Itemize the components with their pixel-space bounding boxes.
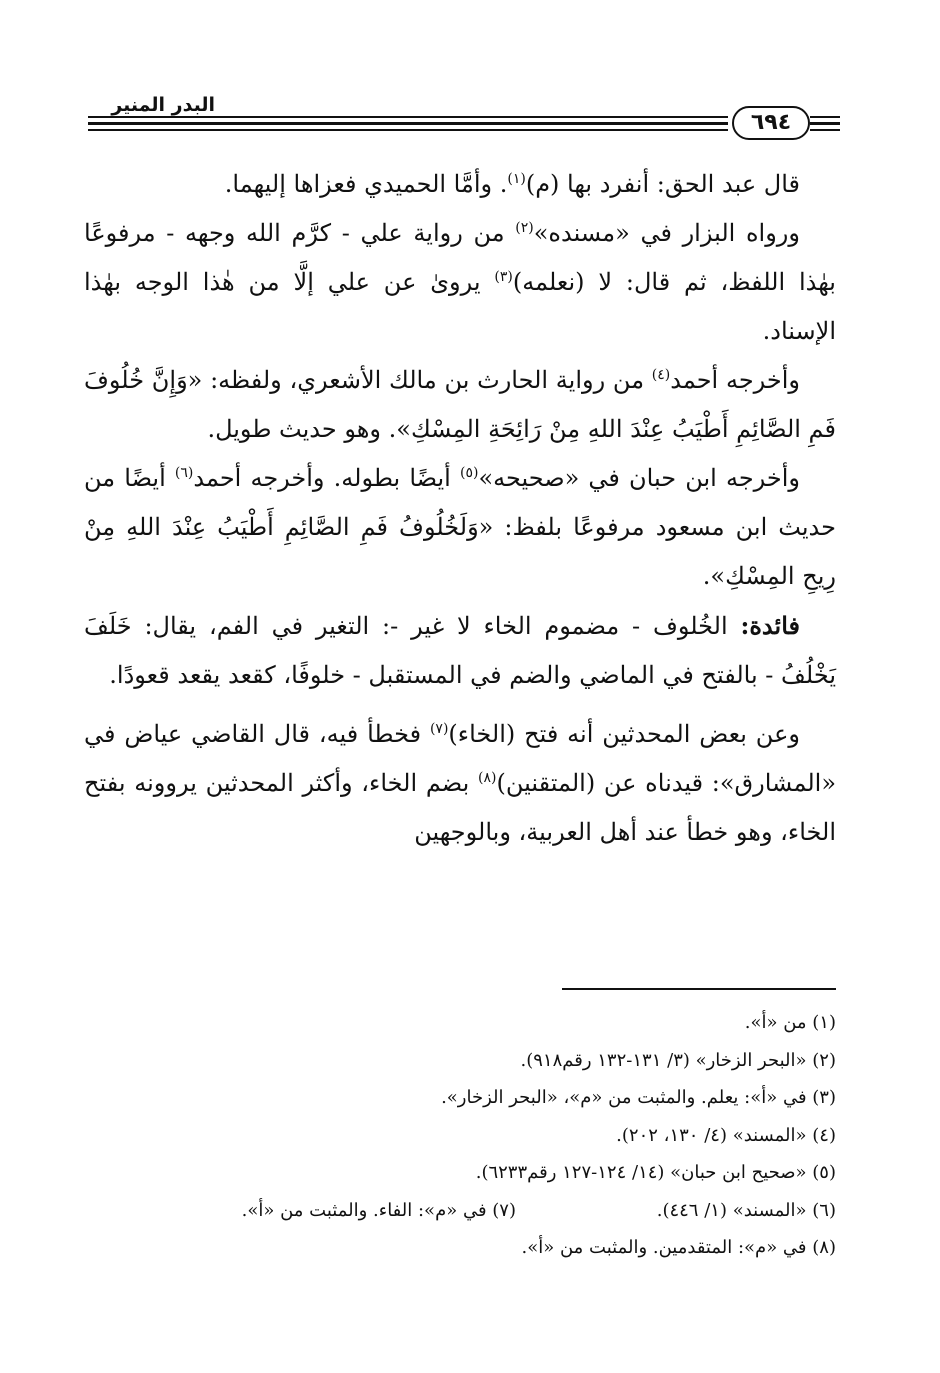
footnote-ref: (٣) [494,269,513,285]
footnote-row [84,1192,836,1230]
footnote: (٨) في «م»: المتقدمين. والمثبت من «أ». [521,1237,836,1258]
paragraph: وأخرجه أحمد$^{(٤)}$ من رواية الحارث بن مالك الأشعري، ولفظه: «وَإِنَّ خُلُوفَ فَمِ الصَّائِمِ أَطْيَبُ عِنْدَ اللهِ مِنْ رَائِحَةِ المِسْكِ». وهو حديث طويل. [84,366,836,443]
header-rule [88,122,728,125]
paragraph: فائدة: الخُلوف - مضموم الخاء لا غير -: التغير في الفم، يقال: خَلَفَ يَخْلُفُ - بالفتح في الماضي والضم في المستقبل - خلوفًا، كقعد يقعد قعودًا. [84,611,836,689]
footnote: (٢) «البحر الزخار» (٣/ ١٣١-١٣٢ رقم٩١٨). [520,1049,836,1071]
header-rule [88,116,728,118]
footnote: (١) من «أ». [744,1012,836,1033]
footnote-ref: (٦) [174,465,194,481]
footnote-ref: (٤) [651,367,671,383]
main-text [84,160,836,857]
footnote: (٤) «المسند» (٤/ ١٣٠، ٢٠٢). [616,1124,836,1146]
footnotes [84,1004,836,1267]
paragraph: وأخرجه ابن حبان في «صحيحه»$^{(٥)}$ أيضًا بطوله. وأخرجه أحمد$^{(٦)}$ أيضًا من حديث ابن مسعود مرفوعًا بلفظ: «وَلَخُلُوفُ فَمِ الصَّائِمِ أَطْيَبُ عِنْدَ اللهِ مِنْ رِيحِ المِسْكِ». [84,464,836,590]
footnote: (٦) «المسند» (١/ ٤٤٦). [656,1199,836,1221]
paragraph: ورواه البزار في «مسنده»$^{(٢)}$ من رواية علي - كرَّم الله وجهه - مرفوعًا بهٰذا اللفظ، ثم قال: لا (نعلمه)$^{(٣)}$ يروىٰ عن علي إلَّا من هٰذا الوجه بهٰذا الإسناد. [84,219,836,345]
paragraph: قال عبد الحق: أنفرد بها (م)$^{(١)}$. وأمَّا الحميدي فعزاها إليهما. [224,170,800,198]
footnote: (٧) في «م»: الفاء. والمثبت من «أ». [241,1199,516,1221]
paragraph: وعن بعض المحدثين أنه فتح (الخاء)$^{(٧)}$ فخطأ فيه، قال القاضي عياض في «المشارق»: قيدناه عن (المتقنين)$^{(٨)}$ بضم الخاء، وأكثر المحدثين يروونه بفتح الخاء، وهو خطأ عند أهل العربية، وبالوجهين [84,720,836,846]
footnote: (٣) في «أ»: يعلم. والمثبت من «م»، «البحر الزخار». [441,1087,836,1108]
header-rule [810,116,840,118]
footnote-ref: (١) [507,171,526,187]
footnote-ref: (٨) [478,770,497,786]
header-rule [810,129,840,131]
footnote-separator [562,988,836,990]
page-number: ٦٩٤ [732,106,810,140]
footnote-ref: (٢) [515,220,534,236]
header-rule [88,129,728,131]
page-header [88,92,840,142]
header-rule [810,122,840,125]
note-label: فائدة: [740,611,800,640]
footnote-ref: (٥) [459,465,479,481]
footnote-ref: (٧) [429,721,449,737]
running-title: البدر المنير [111,94,215,116]
footnote: (٥) «صحيح ابن حبان» (١٤/ ١٢٤-١٢٧ رقم٦٢٣٣). [475,1162,836,1183]
